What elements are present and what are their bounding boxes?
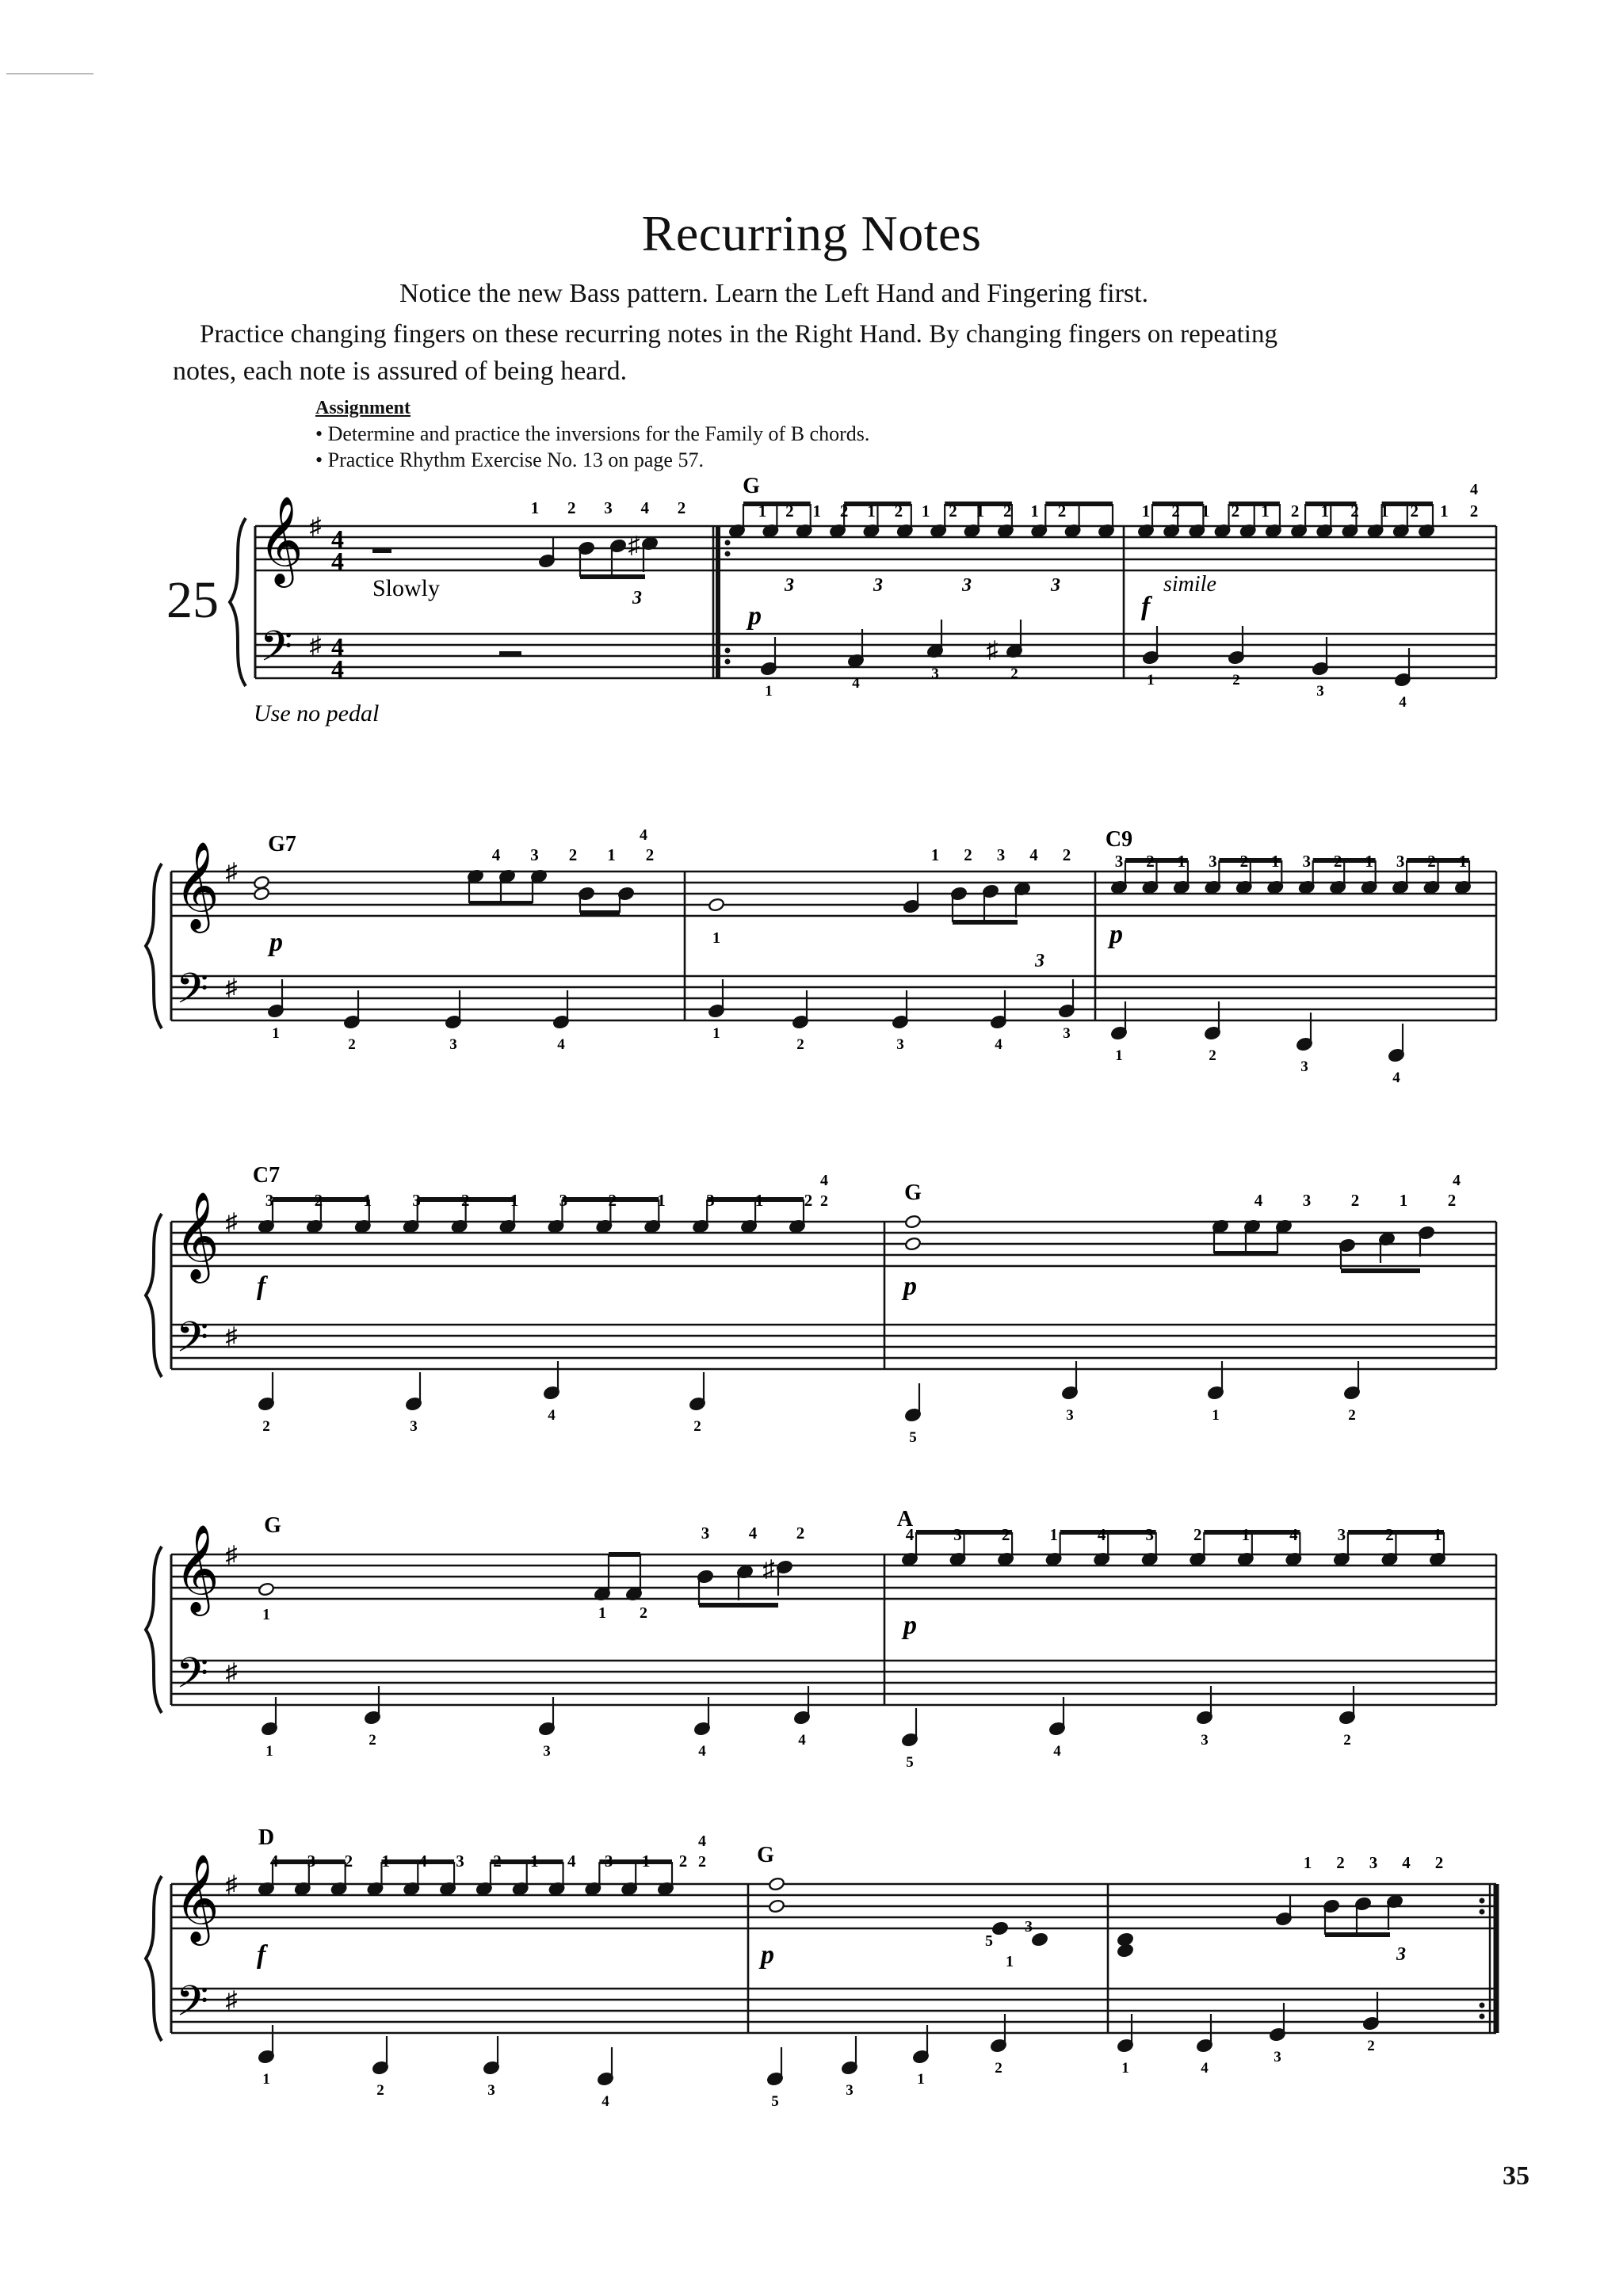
fingering-number: 1 bbox=[363, 1191, 372, 1210]
bass-note-finger: 1 bbox=[1121, 2060, 1129, 2077]
fingering-number: 3 bbox=[604, 498, 613, 517]
bass-note-finger: 3 bbox=[1201, 1732, 1209, 1749]
bass-note-finger: 4 bbox=[1053, 1743, 1061, 1760]
key-signature-sharp-icon: ♯ bbox=[225, 1542, 238, 1568]
treble-clef-icon: 𝄞 bbox=[174, 843, 220, 928]
sharp-icon: ♯ bbox=[986, 637, 999, 663]
repeated-note-beam bbox=[1382, 502, 1433, 506]
page-title: Recurring Notes bbox=[641, 205, 982, 261]
fingering-number: 1 bbox=[712, 929, 720, 947]
bass-note-finger: 4 bbox=[548, 1407, 556, 1424]
whole-rest-icon bbox=[499, 651, 521, 657]
fingering-number: 1 bbox=[812, 502, 821, 521]
fingering-number: 3 bbox=[265, 1191, 274, 1210]
fingering-number: 2 bbox=[461, 1191, 470, 1210]
repeat-dot bbox=[725, 648, 731, 654]
bass-note-finger: 4 bbox=[1392, 1070, 1400, 1086]
fingering-number: 2 bbox=[1003, 502, 1012, 521]
dynamic-marking: p bbox=[903, 1272, 917, 1301]
bass-note-finger: 4 bbox=[601, 2093, 609, 2110]
fingering-number: 2 bbox=[567, 498, 576, 517]
bass-note-finger: 1 bbox=[262, 2071, 270, 2088]
fingering-number: 4 bbox=[1254, 1191, 1263, 1210]
fingering-number: 2 bbox=[1146, 852, 1155, 871]
fingering-number: 4 bbox=[1289, 1525, 1298, 1544]
fingering-number: 1 bbox=[657, 1191, 666, 1210]
key-signature-sharp-icon: ♯ bbox=[225, 1323, 238, 1349]
repeated-note-beam bbox=[1060, 1530, 1156, 1535]
fingering-number: 1 bbox=[598, 1604, 606, 1622]
fingering-number: 2 bbox=[1385, 1525, 1394, 1544]
fingering-number: 2 bbox=[949, 502, 957, 521]
fingering-number: 1 bbox=[930, 845, 940, 864]
fingering-number: 2 bbox=[1350, 1191, 1360, 1210]
fingering-number: 1 bbox=[530, 1852, 539, 1871]
bass-note-finger: 5 bbox=[909, 1429, 917, 1446]
fingering-number: 3 bbox=[1369, 1853, 1378, 1872]
fingering-number: 4 bbox=[1029, 845, 1038, 864]
key-signature-sharp-icon: ♯ bbox=[225, 1209, 238, 1235]
fingering-number: 1 bbox=[530, 498, 540, 517]
repeat-dot bbox=[1480, 1909, 1485, 1915]
fingering-number: 3 bbox=[1025, 1918, 1033, 1936]
fingering-number: 3 bbox=[701, 1524, 710, 1543]
bass-clef-icon: 𝄢 bbox=[260, 624, 293, 680]
fingering-number: 1 bbox=[1241, 1525, 1251, 1544]
fingering-number: 2 bbox=[568, 845, 578, 864]
repeat-dot bbox=[725, 551, 731, 557]
bass-note-finger: 2 bbox=[693, 1418, 701, 1435]
bass-note-finger: 2 bbox=[262, 1418, 270, 1435]
fingering-number: 3 bbox=[996, 845, 1006, 864]
bass-note-finger: 1 bbox=[265, 1743, 273, 1760]
fingering-number: 1 bbox=[1380, 502, 1389, 521]
fingering-number: 3 bbox=[307, 1852, 316, 1871]
dynamic-marking: p bbox=[761, 1940, 774, 1970]
triplet-number: 3 bbox=[1396, 1944, 1406, 1965]
half-note bbox=[708, 898, 724, 912]
fingering-number: 2 bbox=[1001, 1525, 1010, 1544]
half-note bbox=[904, 1237, 921, 1251]
fingering-number: 1 bbox=[921, 502, 930, 521]
bass-note-finger: 3 bbox=[1300, 1058, 1308, 1075]
fingering-number: 1 bbox=[1177, 852, 1186, 871]
fingering-number: 4 bbox=[1097, 1525, 1106, 1544]
brace-icon bbox=[146, 1547, 162, 1713]
fingering-number: 1 bbox=[1320, 502, 1330, 521]
bass-note-finger: 3 bbox=[410, 1418, 418, 1435]
bass-note-finger: 3 bbox=[931, 666, 939, 682]
fingering-number: 1 bbox=[758, 502, 767, 521]
bass-note-finger: 3 bbox=[449, 1036, 457, 1053]
fingering-number: 4 bbox=[748, 1524, 758, 1543]
fingering-number: 2 bbox=[964, 845, 972, 864]
fingering-number: 1 bbox=[641, 1852, 651, 1871]
bass-note-finger: 1 bbox=[1147, 672, 1155, 688]
fingering-number: 4 bbox=[905, 1525, 915, 1544]
half-note bbox=[258, 1582, 274, 1596]
bass-note-finger: 3 bbox=[846, 2082, 854, 2099]
fingering-number: 3 bbox=[412, 1191, 421, 1210]
sharp-icon: ♯ bbox=[628, 532, 640, 559]
dynamic-marking: p bbox=[903, 1611, 917, 1640]
bass-note-finger: 1 bbox=[272, 1025, 280, 1042]
fingering-number: 1 bbox=[1458, 852, 1468, 871]
fingering-number: 2 bbox=[839, 502, 849, 521]
fingering-number: 1 bbox=[1303, 1853, 1312, 1872]
fingering-number: 2 bbox=[678, 1852, 688, 1871]
bass-clef-icon: 𝄢 bbox=[176, 1650, 209, 1707]
key-signature-sharp-icon: ♯ bbox=[225, 1871, 238, 1897]
fingering-number: 2 bbox=[493, 1852, 502, 1871]
beam bbox=[953, 920, 1018, 925]
dynamic-marking: p bbox=[1109, 920, 1123, 949]
chord-symbol: A bbox=[896, 1507, 914, 1531]
fingering-number: 2 bbox=[677, 498, 686, 517]
fingering-number: 2 bbox=[608, 1191, 617, 1210]
fingering-number: 2 bbox=[1434, 1853, 1444, 1872]
bass-note-finger: 1 bbox=[1212, 1407, 1220, 1424]
beam bbox=[699, 1603, 778, 1608]
repeat-dot bbox=[725, 540, 731, 546]
bass-note-finger: 2 bbox=[1343, 1732, 1351, 1749]
fingering-number: 2 bbox=[1410, 502, 1419, 521]
fingering-number: 2 bbox=[1350, 502, 1359, 521]
chord-symbol: G bbox=[904, 1180, 922, 1205]
bass-note-finger: 2 bbox=[369, 1732, 376, 1749]
fingering-number: 2 bbox=[1447, 1191, 1457, 1210]
repeat-dot bbox=[1480, 2014, 1485, 2019]
eighth-note bbox=[991, 1921, 1008, 1936]
bass-clef-icon: 𝄢 bbox=[176, 1314, 209, 1371]
tempo-marking: Slowly bbox=[372, 575, 441, 601]
expression-marking: simile bbox=[1163, 572, 1216, 597]
fingering-number: 1 bbox=[1049, 1525, 1058, 1544]
repeat-dot bbox=[1480, 2003, 1485, 2008]
fingering-number: 4 bbox=[820, 1172, 828, 1189]
triplet-number: 3 bbox=[632, 588, 642, 608]
bass-note-finger: 5 bbox=[771, 2093, 779, 2110]
fingering-number: 1 bbox=[1030, 502, 1039, 521]
key-signature-sharp-icon: ♯ bbox=[225, 1659, 238, 1685]
key-signature-sharp-icon: ♯ bbox=[225, 974, 238, 1001]
time-signature-bottom: 4 bbox=[331, 654, 344, 683]
fingering-number: 2 bbox=[804, 1191, 813, 1210]
page-number: 35 bbox=[1503, 2161, 1529, 2191]
fingering-number: 1 bbox=[607, 845, 616, 864]
fingering-number: 3 bbox=[559, 1191, 568, 1210]
repeated-note-beam bbox=[1305, 502, 1356, 506]
chord-symbol: G bbox=[757, 1843, 774, 1867]
key-signature-sharp-icon: ♯ bbox=[225, 1987, 238, 2013]
repeated-note-beam bbox=[1348, 1530, 1444, 1535]
bass-note-finger: 2 bbox=[1010, 666, 1018, 682]
treble-clef-icon: 𝄞 bbox=[174, 1193, 220, 1278]
fingering-number: 4 bbox=[418, 1852, 427, 1871]
fingering-number: 1 bbox=[510, 1191, 519, 1210]
fingering-number: 4 bbox=[567, 1852, 576, 1871]
fingering-number: 1 bbox=[754, 1191, 764, 1210]
fingering-number: 2 bbox=[344, 1852, 353, 1871]
fingering-number: 1 bbox=[1261, 502, 1270, 521]
bass-note-finger: 5 bbox=[906, 1754, 914, 1771]
intro-line-3: notes, each note is assured of being heard. bbox=[173, 357, 628, 386]
fingering-number: 3 bbox=[1396, 852, 1405, 871]
bass-note-finger: 3 bbox=[487, 2082, 495, 2099]
triplet-number: 3 bbox=[873, 575, 883, 596]
fingering-number: 4 bbox=[640, 498, 649, 517]
fingering-number: 1 bbox=[976, 502, 985, 521]
time-signature-top: 4 bbox=[331, 524, 344, 553]
fingering-number: 2 bbox=[894, 502, 903, 521]
fingering-number: 5 bbox=[985, 1932, 993, 1950]
beam bbox=[1325, 1932, 1390, 1937]
lesson-number: 25 bbox=[166, 571, 219, 629]
fingering-number: 2 bbox=[698, 1853, 706, 1871]
bass-note-finger: 3 bbox=[1063, 1025, 1071, 1042]
brace-icon bbox=[230, 518, 246, 686]
brace-icon bbox=[146, 1214, 162, 1377]
key-signature-sharp-icon: ♯ bbox=[309, 513, 322, 540]
fingering-number: 3 bbox=[1302, 1191, 1312, 1210]
brace-icon bbox=[146, 1876, 162, 2041]
bass-note-finger: 4 bbox=[557, 1036, 565, 1053]
fingering-number: 2 bbox=[1333, 852, 1342, 871]
fingering-number: 4 bbox=[1470, 481, 1478, 498]
repeat-dot bbox=[725, 659, 731, 665]
bass-note-finger: 4 bbox=[852, 675, 860, 692]
fingering-number: 2 bbox=[1057, 502, 1067, 521]
intro-line-1: Notice the new Bass pattern. Learn the Left Hand and Fingering first. bbox=[399, 279, 1149, 308]
bass-note-finger: 1 bbox=[917, 2071, 925, 2088]
triplet-number: 3 bbox=[962, 575, 972, 596]
repeat-dot bbox=[1480, 1898, 1485, 1904]
chord-symbol: C9 bbox=[1105, 827, 1133, 852]
dynamic-marking: f bbox=[257, 1272, 266, 1301]
fingering-number: 1 bbox=[1271, 852, 1280, 871]
beam bbox=[609, 1552, 640, 1557]
dynamic-marking: p bbox=[269, 928, 283, 957]
bass-clef-icon: 𝄢 bbox=[176, 1978, 209, 2035]
fingering-number: 4 bbox=[1453, 1172, 1461, 1189]
half-note bbox=[253, 887, 269, 901]
chord-symbol: G7 bbox=[268, 832, 296, 856]
fingering-number: 1 bbox=[1365, 852, 1373, 871]
bass-note-finger: 2 bbox=[376, 2082, 384, 2099]
fingering-number: 1 bbox=[1440, 502, 1449, 521]
triplet-number: 3 bbox=[1051, 575, 1060, 596]
fingering-number: 3 bbox=[604, 1852, 613, 1871]
fingering-number: 1 bbox=[1201, 502, 1210, 521]
assignment-heading: Assignment bbox=[315, 398, 411, 418]
fingering-number: 1 bbox=[1141, 502, 1151, 521]
bass-clef-icon: 𝄢 bbox=[176, 966, 209, 1022]
fingering-number: 2 bbox=[645, 845, 655, 864]
fingering-number: 4 bbox=[640, 826, 647, 844]
bass-note-finger: 2 bbox=[348, 1036, 356, 1053]
bass-note-finger: 2 bbox=[1209, 1047, 1216, 1064]
bass-note-finger: 3 bbox=[1274, 2049, 1281, 2065]
half-rest-icon bbox=[372, 548, 391, 553]
bass-note-finger: 2 bbox=[995, 2060, 1002, 2077]
fingering-number: 2 bbox=[1469, 502, 1479, 521]
treble-clef-icon: 𝄞 bbox=[174, 1526, 220, 1611]
bass-note-finger: 4 bbox=[1399, 694, 1407, 711]
fingering-number: 3 bbox=[456, 1852, 464, 1871]
eighth-note bbox=[1031, 1932, 1048, 1947]
repeated-note-beam bbox=[1204, 1530, 1300, 1535]
bass-note-finger: 2 bbox=[1367, 2038, 1375, 2054]
treble-clef-icon: 𝄞 bbox=[174, 1855, 220, 1940]
chord-symbol: D bbox=[258, 1825, 275, 1850]
brace-icon bbox=[146, 864, 162, 1028]
chord-symbol: G bbox=[743, 474, 760, 498]
repeated-note-beam bbox=[743, 502, 811, 506]
beam bbox=[1214, 1251, 1277, 1256]
fingering-number: 2 bbox=[785, 502, 794, 521]
dynamic-marking: f bbox=[1141, 592, 1151, 621]
fingering-number: 1 bbox=[262, 1606, 270, 1623]
pedal-instruction: Use no pedal bbox=[254, 700, 380, 727]
bass-note-finger: 1 bbox=[712, 1025, 720, 1042]
fingering-number: 2 bbox=[1171, 502, 1180, 521]
fingering-number: 2 bbox=[640, 1604, 647, 1622]
beam bbox=[469, 901, 533, 906]
beam bbox=[1341, 1268, 1420, 1273]
fingering-number: 2 bbox=[1427, 852, 1436, 871]
half-note bbox=[768, 1877, 785, 1891]
intro-line-2: Practice changing fingers on these recurring notes in the Right Hand. By changing fingers on repeating bbox=[200, 320, 1277, 349]
repeated-note-beam bbox=[1045, 502, 1113, 506]
fingering-number: 4 bbox=[1402, 1853, 1411, 1872]
fingering-number: 2 bbox=[796, 1524, 805, 1543]
fingering-number: 1 bbox=[1006, 1953, 1014, 1970]
bass-note-finger: 3 bbox=[896, 1036, 904, 1053]
fingering-number: 2 bbox=[1290, 502, 1300, 521]
bass-note-finger: 2 bbox=[796, 1036, 804, 1053]
fingering-number: 2 bbox=[314, 1191, 323, 1210]
fingering-number: 2 bbox=[1193, 1525, 1202, 1544]
beam bbox=[580, 910, 620, 915]
bass-note-finger: 1 bbox=[765, 683, 773, 700]
bass-note-finger: 3 bbox=[1316, 683, 1324, 700]
fingering-number: 1 bbox=[1433, 1525, 1442, 1544]
fingering-number: 3 bbox=[1209, 852, 1217, 871]
fingering-number: 2 bbox=[1231, 502, 1240, 521]
fingering-number: 3 bbox=[1302, 852, 1311, 871]
fingering-number: 3 bbox=[706, 1191, 715, 1210]
sharp-icon: ♯ bbox=[762, 1556, 775, 1582]
fingering-number: 3 bbox=[530, 845, 539, 864]
fingering-number: 1 bbox=[1399, 1191, 1408, 1210]
fingering-number: 4 bbox=[491, 845, 501, 864]
chord-symbol: C7 bbox=[252, 1163, 281, 1188]
key-signature-sharp-icon: ♯ bbox=[225, 859, 238, 885]
bass-note-finger: 1 bbox=[1115, 1047, 1123, 1064]
bass-note-finger: 4 bbox=[995, 1036, 1002, 1053]
bass-note-finger: 2 bbox=[1348, 1407, 1356, 1424]
bass-note-finger: 3 bbox=[1066, 1407, 1074, 1424]
assignment-item-2: • Practice Rhythm Exercise No. 13 on page 57. bbox=[315, 448, 704, 471]
fingering-number: 3 bbox=[1114, 852, 1124, 871]
bass-note-finger: 2 bbox=[1232, 672, 1240, 688]
repeated-note-beam bbox=[381, 1859, 454, 1864]
half-note bbox=[768, 1899, 785, 1913]
pickup-beam bbox=[580, 574, 645, 579]
key-signature-sharp-icon: ♯ bbox=[309, 632, 322, 658]
chord-symbol: G bbox=[264, 1513, 281, 1538]
fingering-number: 1 bbox=[867, 502, 876, 521]
chord-note bbox=[1117, 1943, 1133, 1958]
bass-note-finger: 3 bbox=[543, 1743, 551, 1760]
fingering-number: 2 bbox=[820, 1192, 828, 1210]
tuplet-number: 3 bbox=[1035, 951, 1044, 971]
dynamic-marking: p bbox=[748, 601, 762, 631]
assignment-item-1: • Determine and practice the inversions for the Family of B chords. bbox=[315, 422, 870, 445]
bass-note-finger: 4 bbox=[698, 1743, 706, 1760]
repeated-note-beam bbox=[916, 1530, 1012, 1535]
fingering-number: 2 bbox=[1239, 852, 1249, 871]
fingering-number: 3 bbox=[1145, 1525, 1154, 1544]
fingering-number: 2 bbox=[1336, 1853, 1345, 1872]
dynamic-marking: f bbox=[257, 1940, 266, 1970]
fingering-number: 3 bbox=[953, 1525, 962, 1544]
time-signature-bottom: 4 bbox=[331, 547, 344, 575]
half-note bbox=[904, 1215, 921, 1229]
fingering-number: 4 bbox=[698, 1833, 706, 1850]
time-signature-top: 4 bbox=[331, 632, 344, 661]
bass-note-finger: 4 bbox=[1201, 2060, 1209, 2077]
triplet-number: 3 bbox=[785, 575, 794, 596]
fingering-number: 4 bbox=[269, 1852, 279, 1871]
fingering-number: 3 bbox=[1337, 1525, 1346, 1544]
fingering-number: 1 bbox=[381, 1852, 390, 1871]
bass-note-finger: 4 bbox=[798, 1732, 806, 1749]
treble-clef-icon: 𝄞 bbox=[258, 498, 304, 582]
fingering-number: 2 bbox=[1062, 845, 1071, 864]
